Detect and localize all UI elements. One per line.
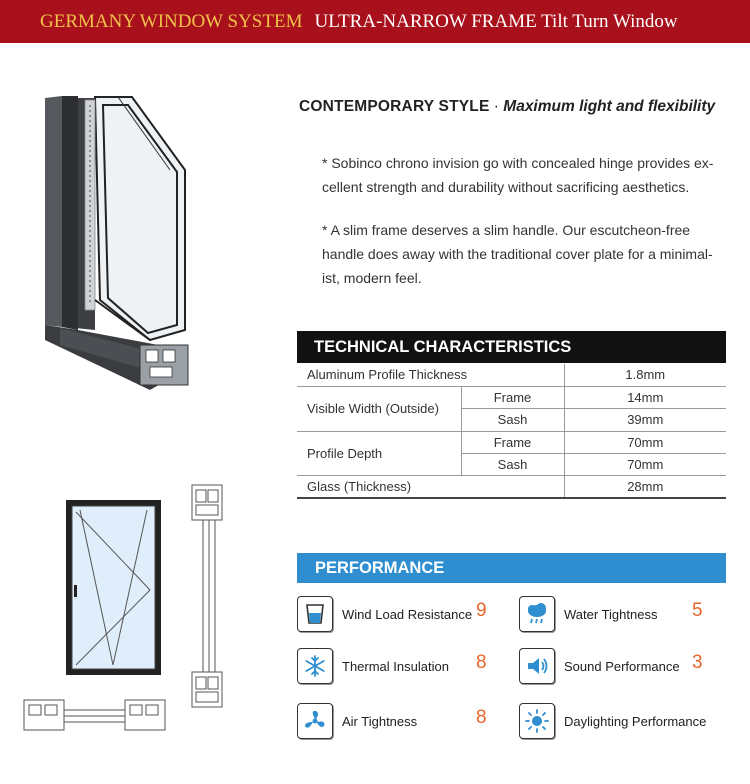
glass-thickness-value: 28mm (564, 476, 726, 498)
perf-label: Sound Performance (564, 658, 680, 674)
technical-table (297, 364, 726, 499)
top-banner (0, 0, 750, 43)
profile-depth-sash-label: Sash (461, 454, 564, 476)
style-heading (299, 98, 715, 116)
perf-value: 9 (476, 600, 487, 621)
perf-air-tightness (297, 703, 417, 739)
perf-value: 3 (692, 652, 703, 673)
visible-width-sash-value: 39mm (564, 409, 726, 431)
table-row (297, 386, 726, 408)
perf-sound (519, 648, 680, 684)
perf-wind-load (297, 596, 472, 632)
perf-label: Thermal Insulation (342, 658, 449, 674)
wind-load-icon (297, 596, 333, 632)
glass-thickness-label: Glass (Thickness) (297, 476, 564, 498)
profile-depth-frame-label: Frame (461, 431, 564, 453)
fan-icon (297, 703, 333, 739)
style-subtitle: Maximum light and flexibility (503, 98, 716, 115)
perf-value: 5 (692, 600, 703, 621)
perf-thermal-insulation (297, 648, 449, 684)
banner-brand: GERMANY WINDOW SYSTEM (40, 10, 303, 32)
feature-bullet-hinge: * Sobinco chrono invision go with concealed hinge provides ex-cellent strength and durability without sacrificing aesthetics. (322, 155, 714, 195)
banner-product: ULTRA-NARROW FRAME Tilt Turn Window (314, 10, 678, 32)
sun-icon (519, 703, 555, 739)
perf-label: Daylighting Performance (564, 713, 707, 729)
visible-width-frame-label: Frame (461, 386, 564, 408)
window-illustrations (0, 43, 290, 784)
perf-label: Air Tightness (342, 713, 418, 729)
perf-value: 8 (476, 707, 487, 728)
technical-heading: TECHNICAL CHARACTERISTICS (297, 331, 726, 363)
style-title: CONTEMPORARY STYLE (299, 98, 490, 115)
profile-depth-label: Profile Depth (297, 431, 461, 476)
speaker-icon (519, 648, 555, 684)
window-elevation-drawing (66, 500, 161, 675)
snowflake-icon (297, 648, 333, 684)
horizontal-section-drawing (24, 700, 165, 730)
table-row (297, 364, 726, 386)
corner-profile-image (45, 96, 188, 390)
performance-heading: PERFORMANCE (297, 553, 726, 583)
visible-width-label: Visible Width (Outside) (297, 386, 461, 431)
perf-daylighting (519, 703, 706, 739)
profile-thickness-value: 1.8mm (564, 364, 726, 386)
perf-label: Water Tightness (564, 606, 658, 622)
table-row (297, 476, 726, 498)
visible-width-sash-label: Sash (461, 409, 564, 431)
profile-depth-frame-value: 70mm (564, 431, 726, 453)
perf-value: 8 (476, 652, 487, 673)
water-icon (519, 596, 555, 632)
vertical-section-drawing (192, 485, 222, 707)
profile-depth-sash-value: 70mm (564, 454, 726, 476)
table-row (297, 431, 726, 453)
feature-bullet-handle: * A slim frame deserves a slim handle. Our escutcheon-free handle does away with the traditional cover plate for a minimal-ist, modern feel. (322, 222, 713, 286)
visible-width-frame-value: 14mm (564, 386, 726, 408)
perf-water-tightness (519, 596, 657, 632)
style-separator: · (493, 98, 499, 115)
perf-label: Wind Load Resistance (342, 606, 473, 622)
profile-thickness-label: Aluminum Profile Thickness (297, 364, 564, 386)
